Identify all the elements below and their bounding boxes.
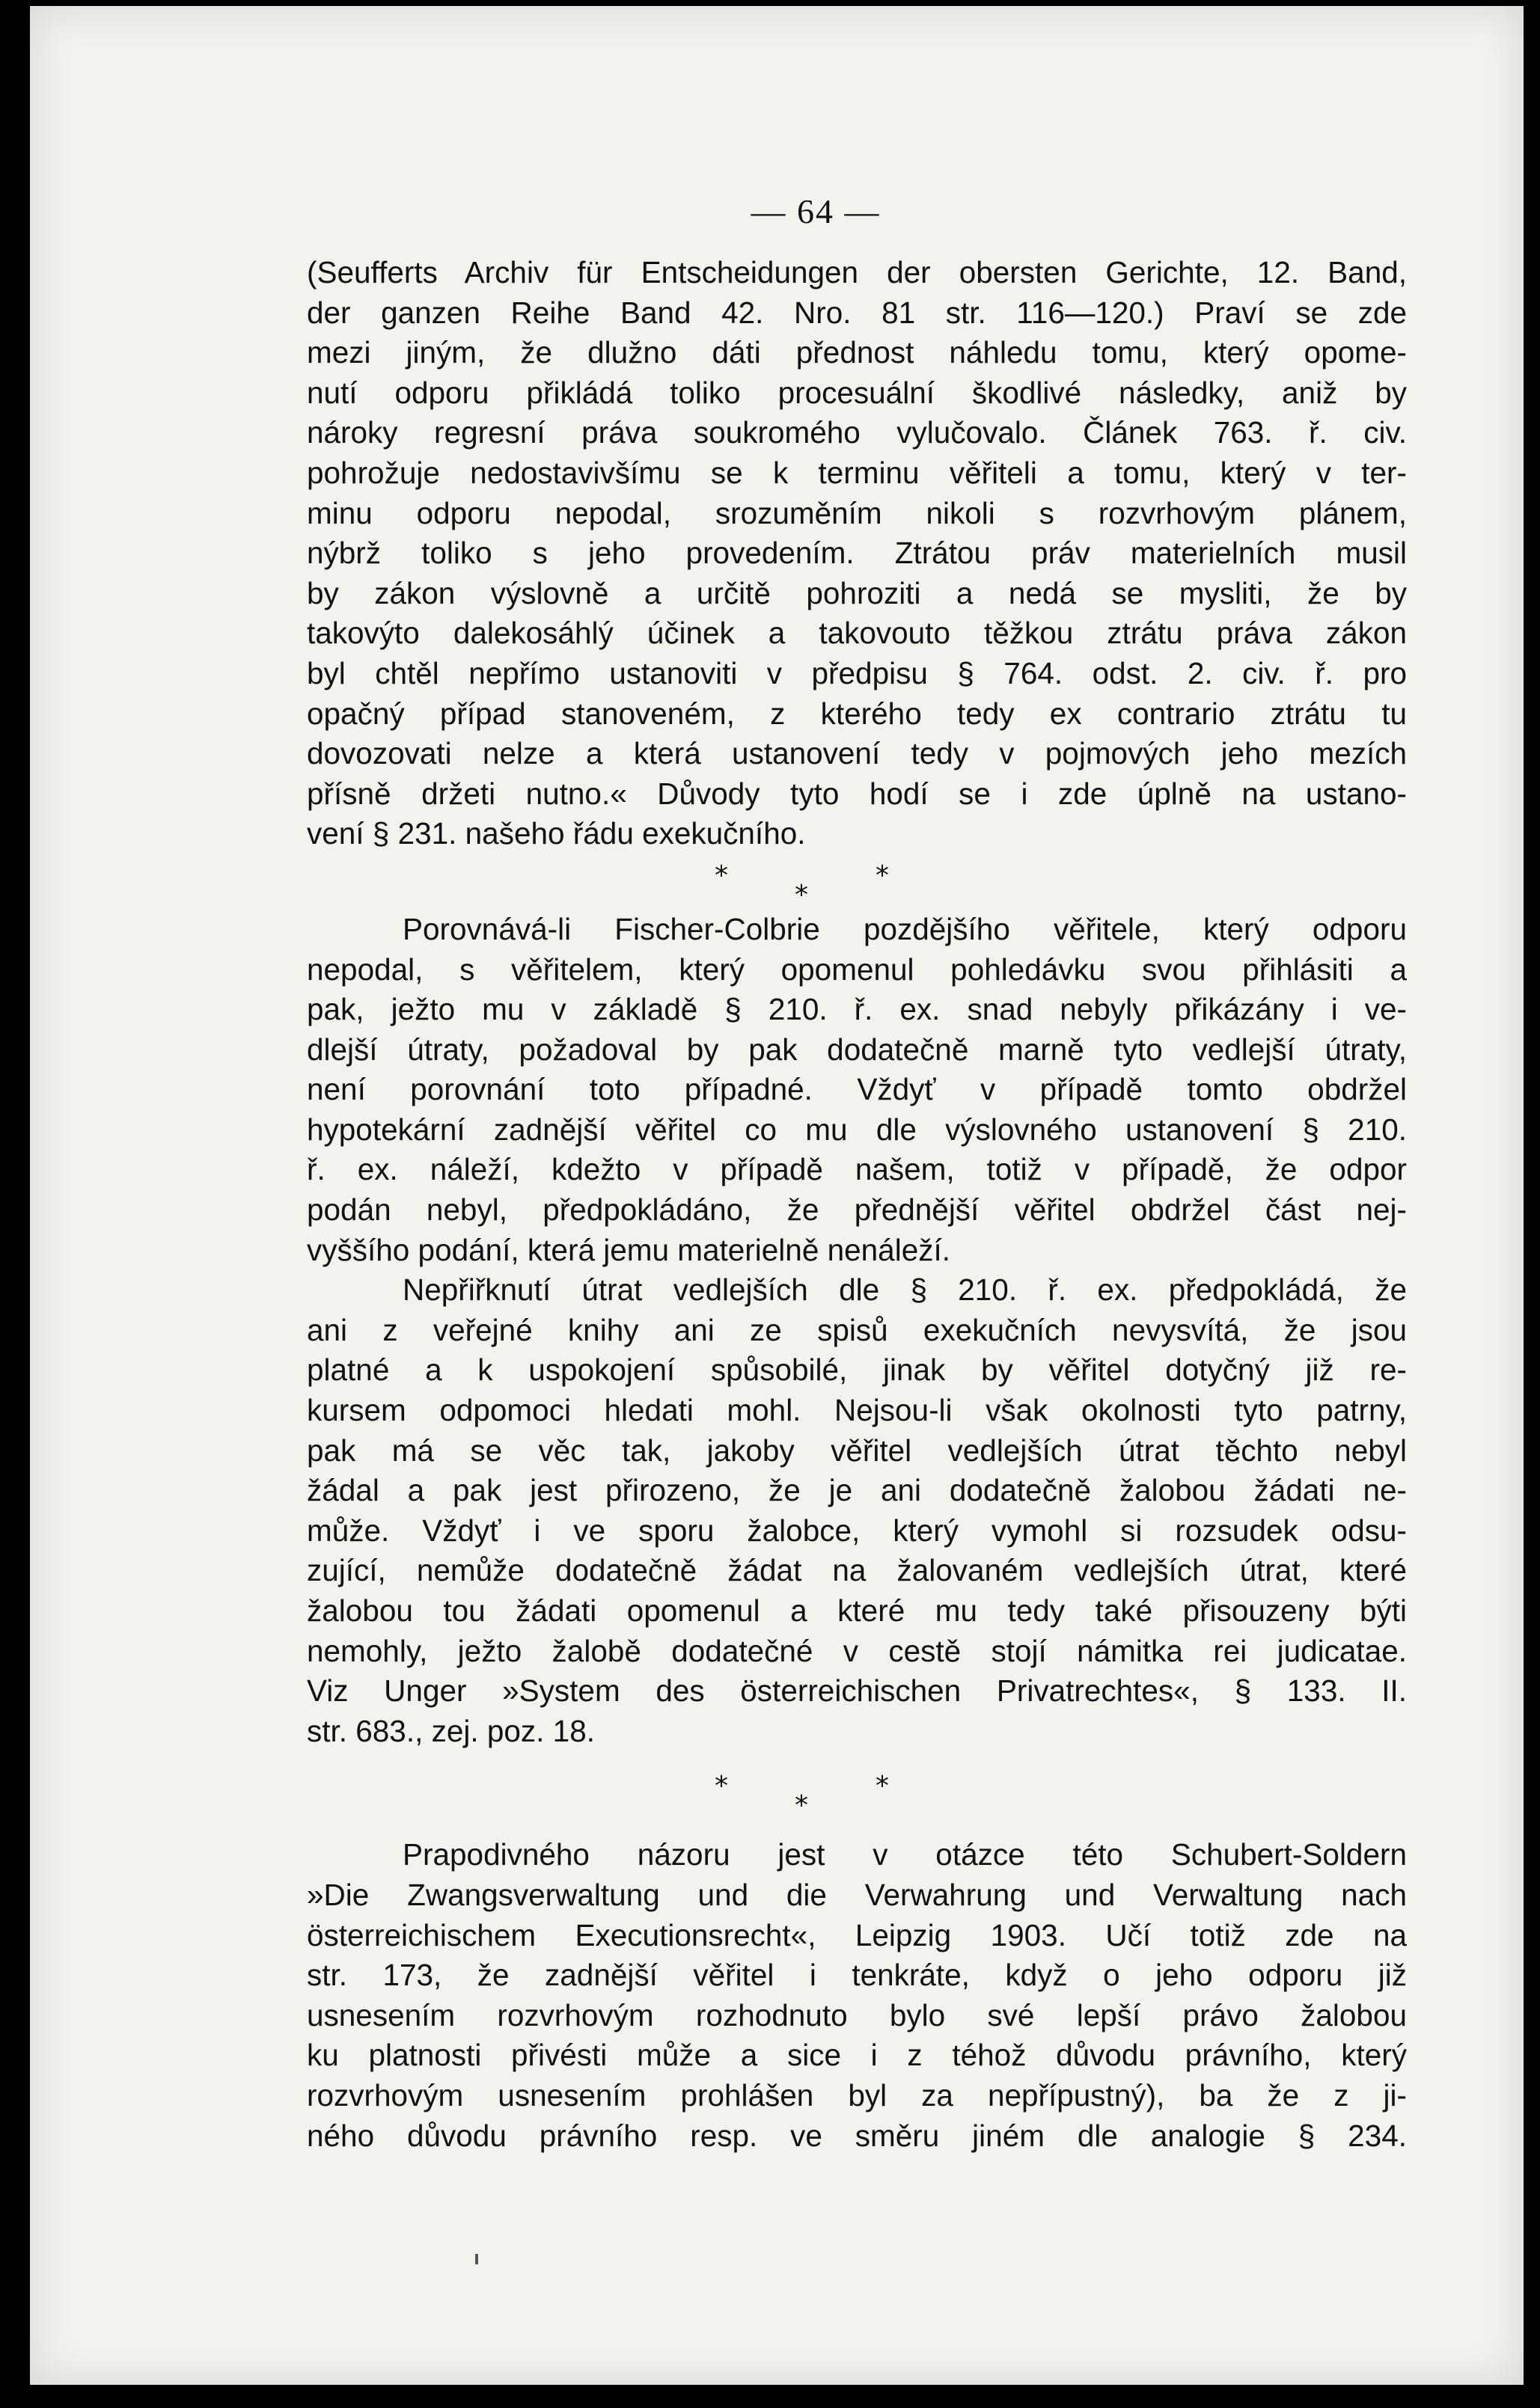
text-line: dovozovati nelze a která ustanovení tedy v pojmových jeho mezích: [307, 736, 1407, 771]
text-line: žádal a pak jest přirozeno, že je ani dodatečně žalobou žádati ne-: [307, 1473, 1407, 1508]
text-line: minu odporu nepodal, srozuměním nikoli s rozvrhovým plánem,: [307, 495, 1407, 530]
paragraph-schubert-soldern: [307, 1835, 1407, 2156]
text-line: kursem odpomoci hledati mohl. Nejsou-li však okolnosti tyto patrny,: [307, 1393, 1407, 1428]
text-line: zující, nemůže dodatečně žádat na žalovaném vedlejších útrat, které: [307, 1553, 1407, 1588]
text-line: ani z veřejné knihy ani ze spisů exekučních nevysvítá, že jsou: [307, 1312, 1407, 1347]
text-line: pak má se věc tak, jakoby věřitel vedlejších útrat těchto nebyl: [307, 1433, 1407, 1468]
text-line: nemohly, ježto žalobě dodatečné v cestě stojí námitka rei judicatae.: [307, 1633, 1407, 1668]
text-line: ného důvodu právního resp. ve směru jiném dle analogie § 234.: [307, 2118, 1407, 2153]
text-line: platné a k uspokojení spůsobilé, jinak by věřitel dotyčný již re-: [307, 1352, 1407, 1388]
text-line: přísně držeti nutno.« Důvody tyto hodí se i zde úplně na ustano-: [307, 776, 1407, 811]
section-separator: [307, 1751, 1407, 1835]
text-line: hypotekární zadnější věřitel co mu dle výslovného ustanovení § 210.: [307, 1112, 1407, 1147]
text-line: by zákon výslovně a určitě pohroziti a nedá se mysliti, že by: [307, 575, 1407, 610]
text-line: der ganzen Reihe Band 42. Nro. 81 str. 116—120.) Praví se zde: [307, 295, 1407, 330]
text-line: vyššího podání, která jemu materielně nenáleží.: [307, 1232, 950, 1267]
text-line: nepodal, s věřitelem, který opomenul pohledávku svou přihlásiti a: [307, 952, 1407, 987]
asterisk: *: [715, 860, 728, 891]
book-page: [30, 6, 1524, 2385]
section-separator: [307, 854, 1407, 910]
asterisk: *: [795, 1790, 808, 1822]
text-line: str. 683., zej. poz. 18.: [307, 1713, 595, 1748]
text-line: není porovnání toto případné. Vždyť v případě tomto obdržel: [307, 1072, 1407, 1107]
text-line: ku platnosti přivésti může a sice i z téhož důvodu právního, který: [307, 2038, 1407, 2073]
text-line: může. Vždyť i ve sporu žalobce, který vymohl si rozsudek odsu-: [307, 1513, 1407, 1548]
text-line: nutí odporu přikládá toliko procesuální škodlivé následky, aniž by: [307, 375, 1407, 410]
text-line: str. 173, že zadnější věřitel i tenkráte, když o jeho odporu již: [307, 1958, 1407, 1993]
text-line: rozvrhovým usnesením prohlášen byl za nepřípustný), ba že z ji-: [307, 2077, 1407, 2113]
text-line: žalobou tou žádati opomenul a které mu tedy také přisouzeny býti: [307, 1593, 1407, 1628]
text-line: pak, ježto mu v základě § 210. ř. ex. snad nebyly přikázány i ve-: [307, 992, 1407, 1027]
text-line: (Seufferts Archiv für Entscheidungen der obersten Gerichte, 12. Band,: [307, 255, 1407, 289]
asterisk: *: [715, 1771, 728, 1802]
text-line: Prapodivného názoru jest v otázce této Schubert-Soldern: [403, 1837, 1407, 1872]
text-line: nároky regresní práva soukromého vylučovalo. Článek 763. ř. civ.: [307, 415, 1407, 450]
paragraph-fischer-colbrie: [307, 910, 1407, 1270]
text-line: nýbrž toliko s jeho provedením. Ztrátou práv materielních musil: [307, 536, 1407, 571]
text-line: Viz Unger »System des österreichischen Privatrechtes«, § 133. II.: [307, 1673, 1407, 1709]
text-line: podán nebyl, předpokládáno, že přednější věřitel obdržel část nej-: [307, 1192, 1407, 1228]
body-text: [307, 253, 1407, 2156]
asterisk: *: [795, 879, 808, 910]
paragraph-neprirknuti-utrat: [307, 1270, 1407, 1751]
text-line: takovýto dalekosáhlý účinek a takovouto těžkou ztrátu práva zákon: [307, 616, 1407, 651]
text-line: opačný případ stanoveném, z kterého tedy ex contrario ztrátu tu: [307, 696, 1407, 731]
text-line: vení § 231. našeho řádu exekučního.: [307, 816, 806, 851]
text-line: mezi jiným, že dlužno dáti přednost náhledu tomu, který opome-: [307, 335, 1407, 370]
text-line: usnesením rozvrhovým rozhodnuto bylo své lepší právo žalobou: [307, 1997, 1407, 2032]
page-number: — 64 —: [751, 192, 881, 230]
text-line: byl chtěl nepřímo ustanoviti v předpisu § 764. odst. 2. civ. ř. pro: [307, 655, 1407, 690]
text-line: ř. ex. náleží, kdežto v případě našem, totiž v případě, že odpor: [307, 1152, 1407, 1187]
ink-speck: [475, 2254, 478, 2264]
text-line: Porovnává-li Fischer-Colbrie pozdějšího věřitele, který odporu: [403, 911, 1407, 946]
text-line: pohrožuje nedostavivšímu se k terminu věřiteli a tomu, který v ter-: [307, 455, 1407, 490]
text-line: dlejší útraty, požadoval by pak dodatečně marně tyto vedlejší útraty,: [307, 1032, 1407, 1067]
text-line: österreichischem Executionsrecht«, Leipzig 1903. Učí totiž zde na: [307, 1917, 1407, 1952]
asterisk: *: [876, 1771, 889, 1802]
asterisk: *: [876, 860, 889, 891]
paragraph-citation-continuation: [307, 253, 1407, 854]
text-line: Nepřiřknutí útrat vedlejších dle § 210. ř. ex. předpokládá, že: [403, 1272, 1407, 1308]
text-line: »Die Zwangsverwaltung und die Verwahrung und Verwaltung nach: [307, 1877, 1407, 1912]
